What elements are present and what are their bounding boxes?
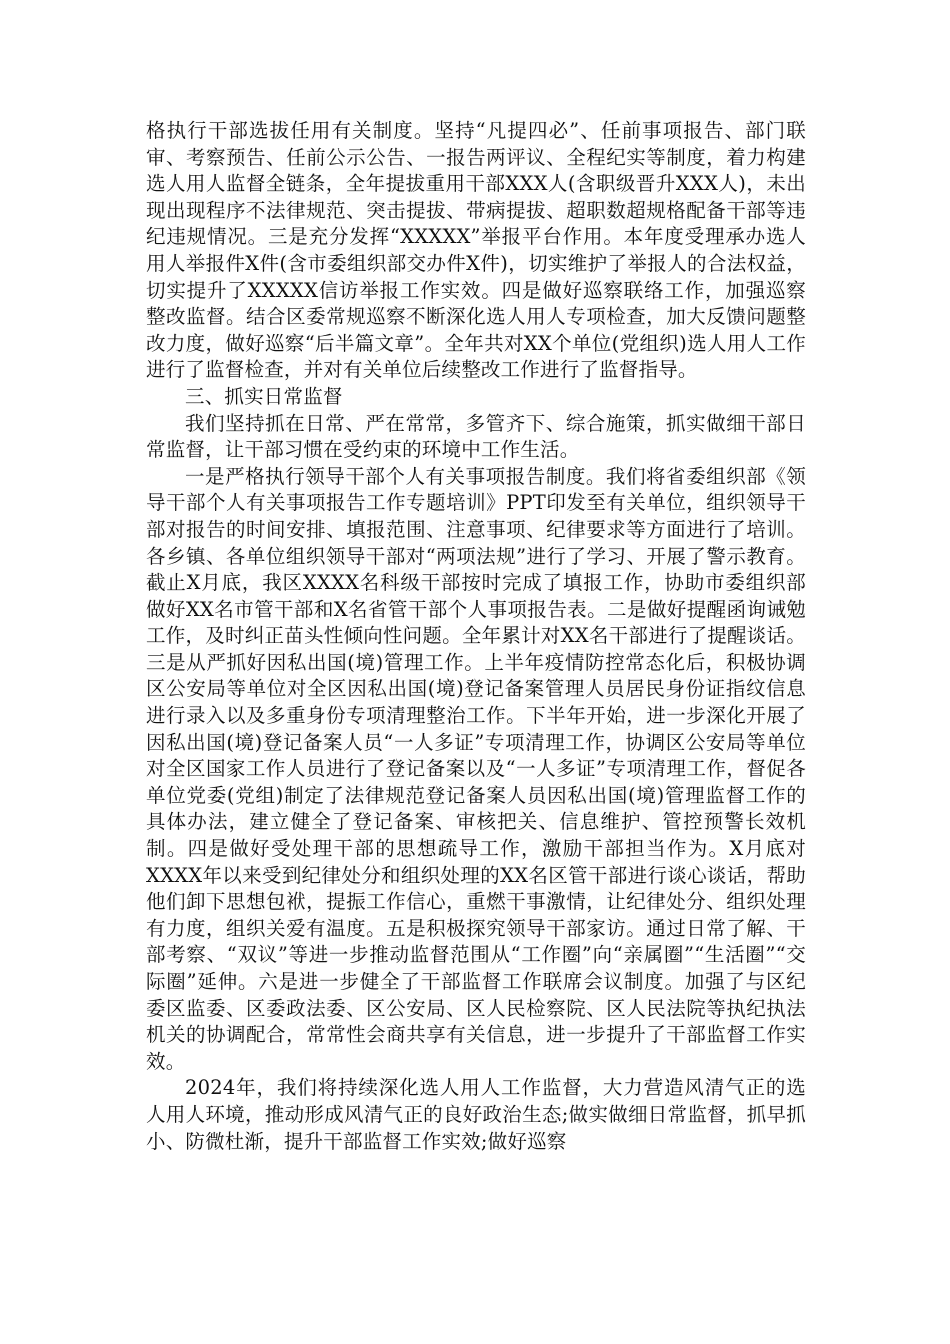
paragraph-daily-supervision-measures: 一是严格执行领导干部个人有关事项报告制度。我们将省委组织部《领导干部个人有关事项报告工作专题培训》PPT印发至有关单位，组织领导干部对报告的时间安排、填报范围、注意事项、纪律要求等方面进行了培训。各乡镇、各单位组织领导干部对“两项法规”进行了学习、开展了警示教育。截止X月底，我区XXXX名科级干部按时完成了填报工作，协助市委组织部做好XX名市管干部和X名省管干部个人事项报告表。二是做好提醒函询诫勉工作，及时纠正苗头性倾向性问题。全年累计对XX名干部进行了提醒谈话。三是从严抓好因私出国(境)管理工作。上半年疫情防控常态化后，积极协调区公安局等单位对全区因私出国(境)登记备案管理人员居民身份证指纹信息进行录入以及多重身份专项清理整治工作。下半年开始，进一步深化开展了因私出国(境)登记备案人员“一人多证”专项清理工作，协调区公安局等单位对全区国家工作人员进行了登记备案以及“一人多证”专项清理工作，督促各单位党委(党组)制定了法律规范登记备案人员因私出国(境)管理监督工作的具体办法，建立健全了登记备案、审核把关、信息维护、管控预警长效机制。四是做好受处理干部的思想疏导工作，激励干部担当作为。X月底对XXXX年以来受到纪律处分和组织处理的XX名区管干部进行谈心谈话，帮助他们卸下思想包袱，提振工作信心，重燃干事激情，让纪律处分、组织处理有力度，组织关爱有温度。五是积极探究领导干部家访。通过日常了解、干部考察、“双议”等进一步推动监督范围从“工作圈”向“亲属圈”“生活圈”“交际圈”延伸。六是进一步健全了干部监督工作联席会议制度。加强了与区纪委区监委、区委政法委、区公安局、区人民检察院、区人民法院等执纪执法机关的协调配合，常常性会商共享有关信息，进一步提升了干部监督工作实效。 (146, 464, 806, 1073)
paragraph-selection-supervision-continued: 格执行干部选拔任用有关制度。坚持“凡提四必”、任前事项报告、部门联审、考察预告、任前公示公告、一报告两评议、全程纪实等制度，着力构建选人用人监督全链条，全年提拔重用干部XXX人(含职级晋升XXX人)，未出现出现程序不法律规范、突击提拔、带病提拔、超职数超规格配备干部等违纪违规情况。三是充分发挥“XXXXX”举报平台作用。本年度受理承办选人用人举报件X件(含市委组织部交办件X件)，切实维护了举报人的合法权益，切实提升了XXXXX信访举报工作实效。四是做好巡察联络工作，加强巡察整改监督。结合区委常规巡察不断深化选人用人专项检查，加大反馈问题整改力度，做好巡察“后半篇文章”。全年共对XX个单位(党组织)选人用人工作进行了监督检查，并对有关单位后续整改工作进行了监督指导。 (146, 119, 806, 382)
section-heading-daily-supervision: 三、抓实日常监督 (185, 384, 343, 408)
paragraph-daily-supervision-intro: 我们坚持抓在日常、严在常常，多管齐下、综合施策，抓实做细干部日常监督，让干部习惯在受约束的环境中工作生活。 (146, 411, 806, 462)
document-body (146, 118, 806, 1155)
paragraph-next-year-plan: 2024年，我们将持续深化选人用人工作监督，大力营造风清气正的选人用人环境，推动形成风清气正的良好政治生态;做实做细日常监督，抓早抓小、防微杜渐，提升干部监督工作实效;做好巡察 (146, 1076, 806, 1153)
